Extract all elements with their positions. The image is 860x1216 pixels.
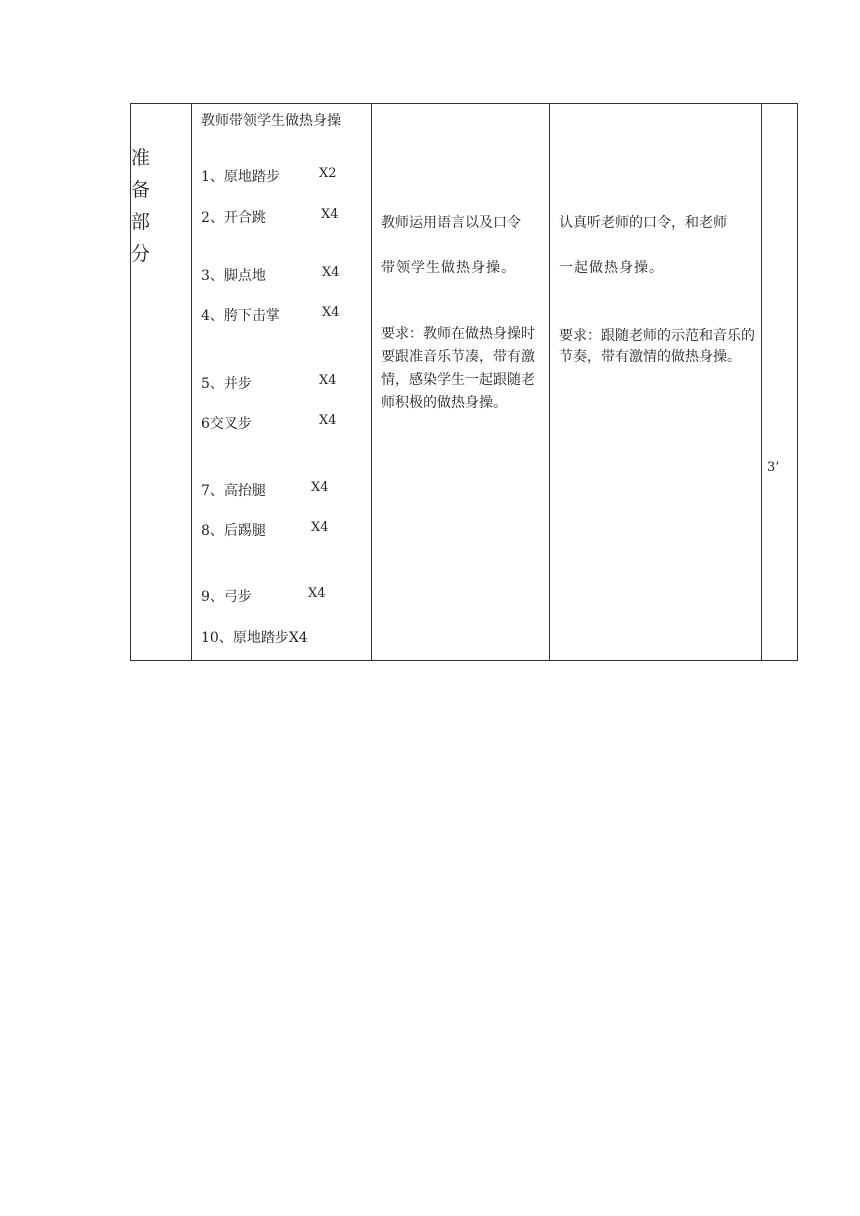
content-title: 教师带领学生做热身操	[201, 113, 341, 129]
exercise-name: 7、高抬腿	[201, 483, 266, 499]
exercise-item	[201, 265, 340, 285]
teacher-text: 教师运用语言以及口令	[381, 215, 521, 231]
teacher-requirement: 要求：教师在做热身操时要跟准音乐节凑，带有激情，感染学生一起跟随老师积极的做热身操。	[381, 326, 535, 411]
exercise-item	[201, 207, 339, 227]
lesson-plan-table	[130, 103, 798, 661]
exercise-rep: X4	[319, 413, 337, 428]
exercise-name: 5、并步	[201, 376, 252, 392]
exercise-item	[201, 520, 329, 540]
student-requirement: 要求：跟随老师的示范和音乐的节奏，带有激情的做热身操。	[559, 328, 755, 365]
exercise-rep: X4	[311, 520, 329, 535]
exercise-item	[201, 586, 326, 606]
student-text: 认真听老师的口令，和老师	[559, 215, 727, 231]
section-char: 准	[131, 147, 151, 169]
exercise-item	[201, 166, 337, 186]
exercise-rep: X2	[319, 166, 337, 181]
section-char: 备	[131, 179, 151, 201]
exercise-rep: X4	[322, 305, 340, 320]
exercise-rep: X4	[322, 265, 340, 280]
exercise-rep: X4	[311, 480, 329, 495]
table-row	[131, 104, 798, 661]
teacher-text: 带领学生做热身操。	[381, 260, 516, 276]
exercise-name: 4、胯下击掌	[201, 308, 280, 324]
exercise-name: 6交叉步	[201, 416, 252, 432]
section-char: 部	[131, 211, 151, 233]
section-label	[131, 142, 151, 270]
content-cell	[192, 104, 372, 661]
section-cell	[131, 104, 192, 661]
exercise-name: 1、原地踏步	[201, 169, 280, 185]
exercise-rep: X4	[321, 207, 339, 222]
exercise-item	[201, 480, 329, 500]
section-char: 分	[131, 243, 151, 265]
exercise-item	[201, 413, 337, 433]
exercise-item	[201, 305, 340, 325]
exercise-name: 3、脚点地	[201, 268, 266, 284]
time-cell	[762, 104, 798, 661]
time-value: 3’	[767, 460, 780, 475]
exercise-rep: X4	[319, 373, 337, 388]
exercise-name: 10、原地踏步X4	[201, 630, 308, 646]
exercise-name: 9、弓步	[201, 589, 252, 605]
student-activity-cell	[550, 104, 762, 661]
teacher-activity-cell	[372, 104, 550, 661]
student-text: 一起做热身操。	[559, 260, 664, 276]
exercise-name: 8、后踢腿	[201, 523, 266, 539]
exercise-rep: X4	[308, 586, 326, 601]
exercise-item	[201, 373, 337, 393]
exercise-item	[201, 627, 308, 647]
exercise-name: 2、开合跳	[201, 210, 266, 226]
